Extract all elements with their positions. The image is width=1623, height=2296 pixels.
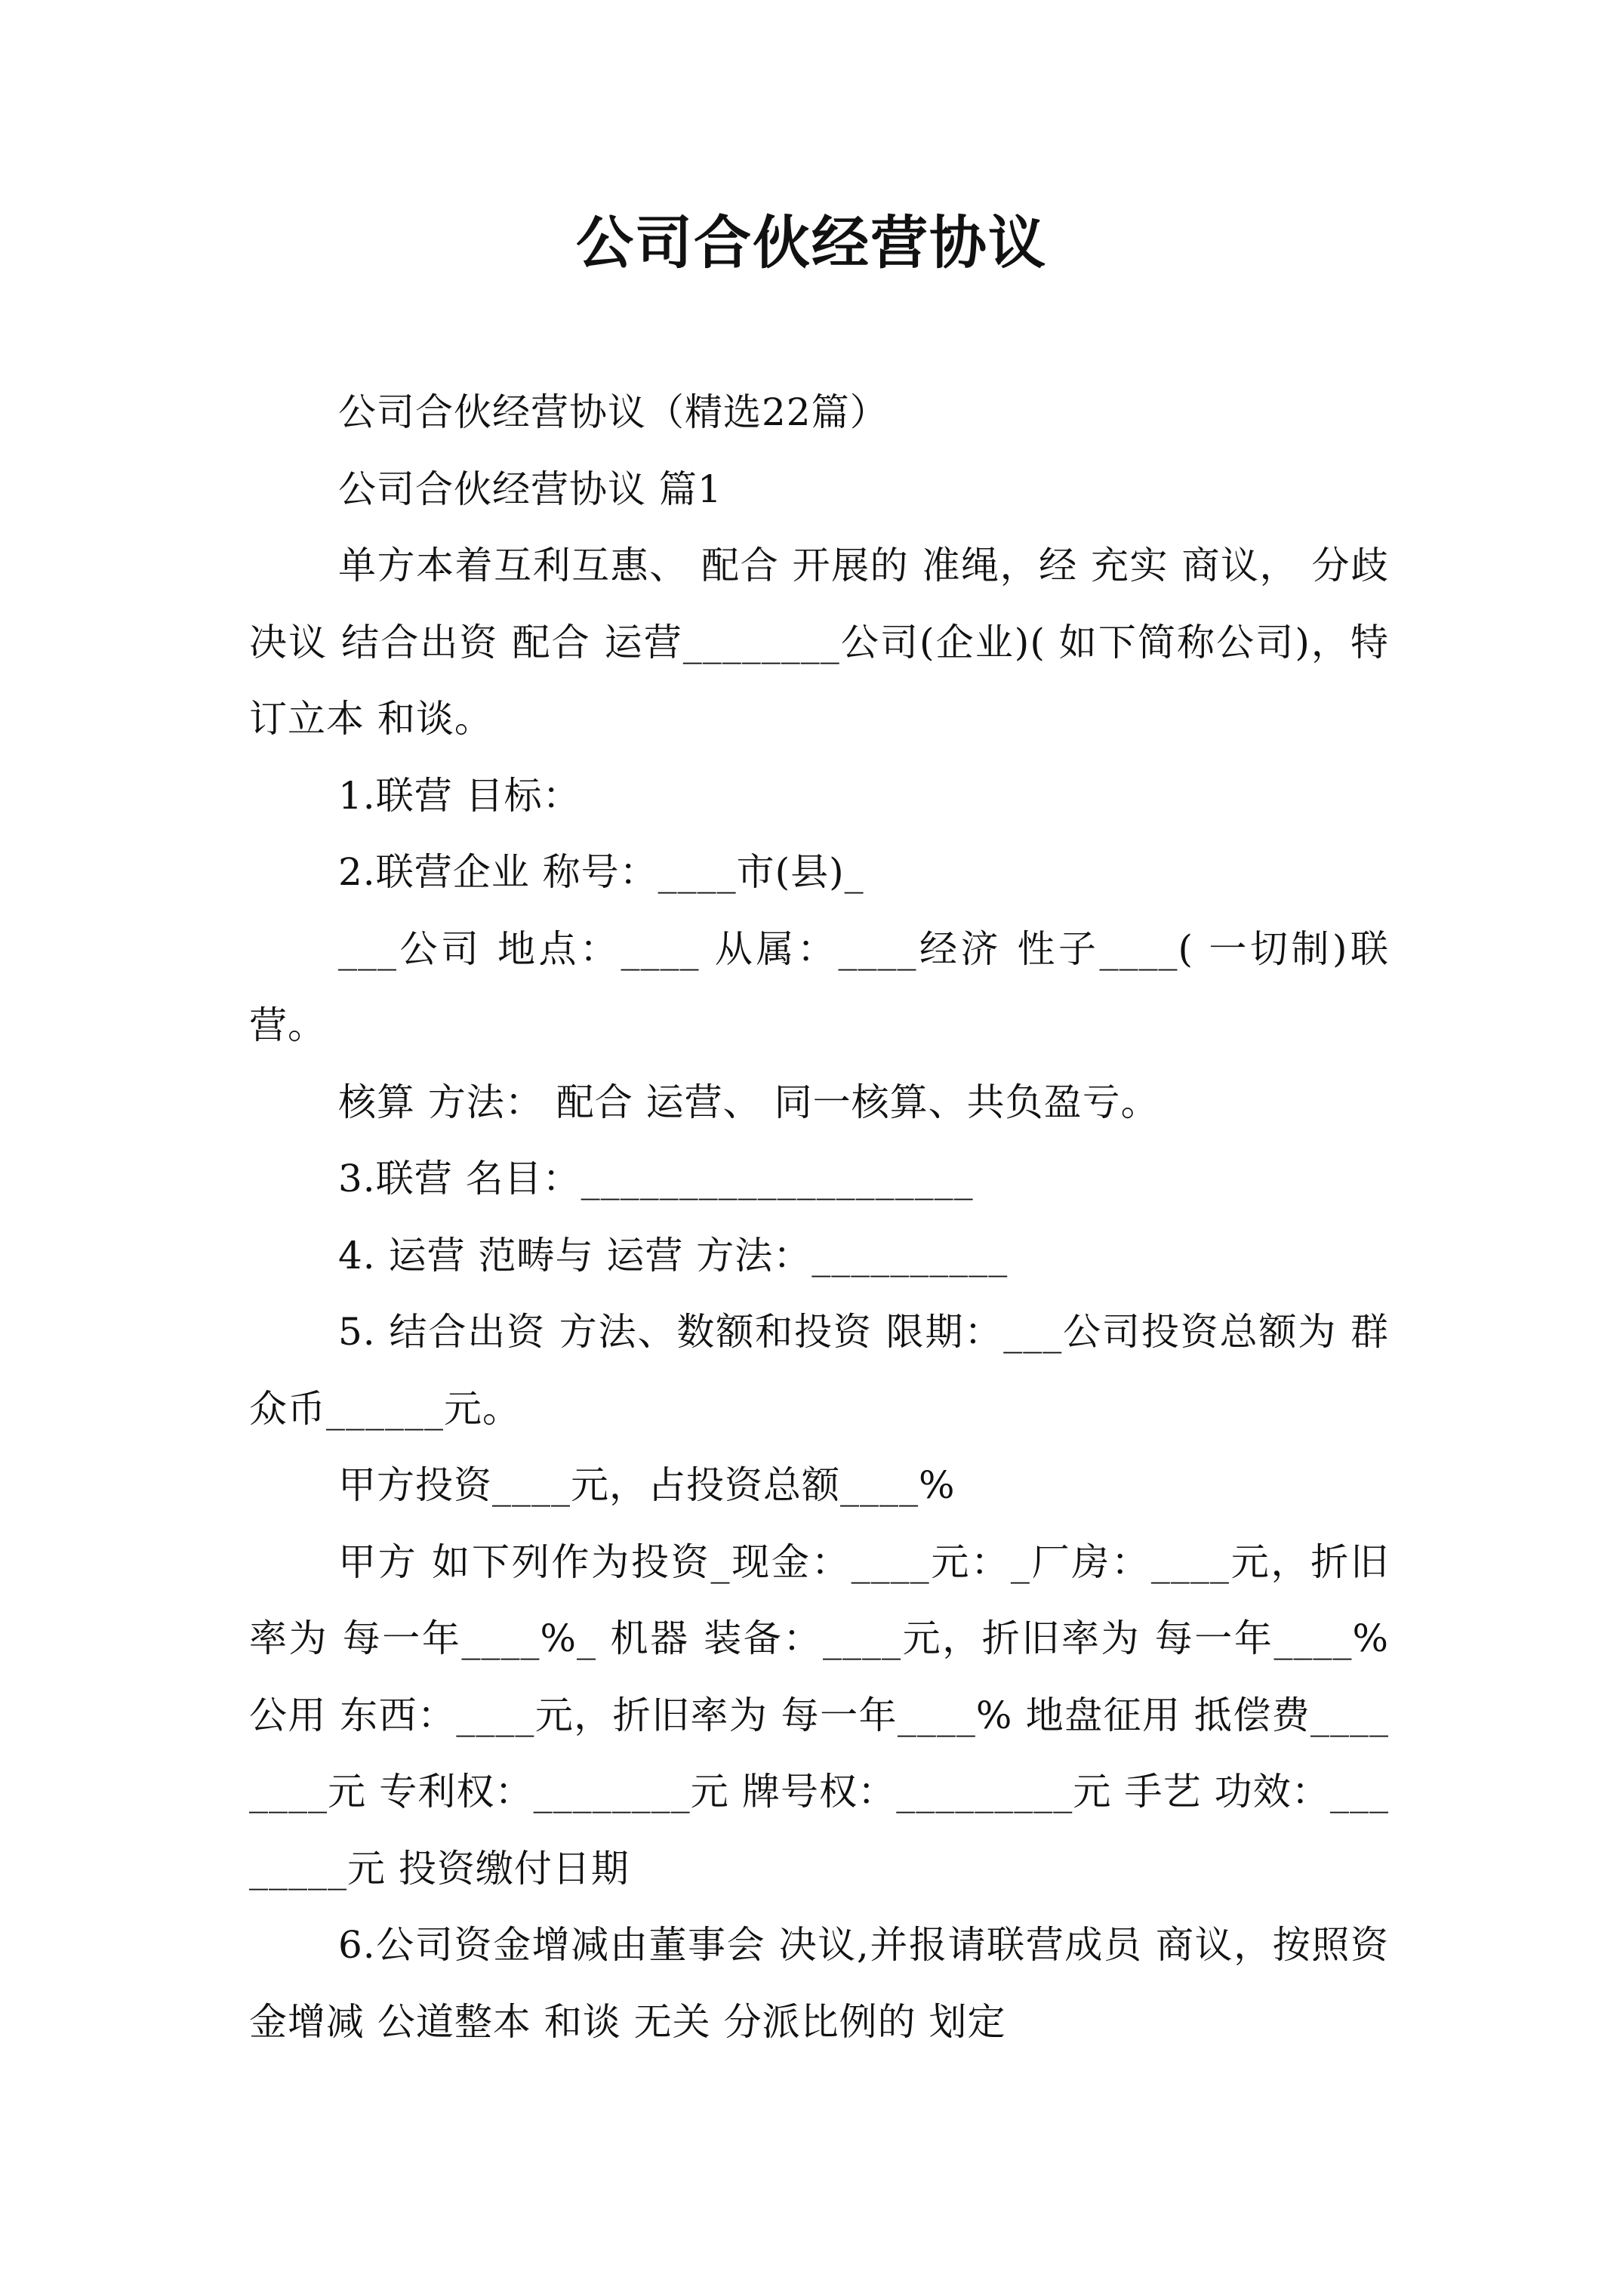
- paragraph-collection-heading: 公司合伙经营协议（精选22篇）: [338, 390, 888, 434]
- paragraph-party-a-assets: 甲方 如下列作为投资_现金：____元：_厂房：____元，折旧率为 每一年____%_ 机器 装备：____元，折旧率为 每一年____% 公用 东西：____元，折旧率为 每一年____% 地盘征用 抵偿费________元 专利权：________元 牌号权：_________元 手艺 功效：________元 投资缴付日期: [249, 1539, 1402, 1891]
- paragraph-clause-1: 1.联营 目标：: [338, 773, 581, 818]
- paragraph-accounting-method: 核算 方法： 配合 运营、 同一核算、共负盈亏。: [338, 1080, 1160, 1124]
- document-body: [249, 374, 1402, 2060]
- paragraph-party-a-investment: 甲方投资____元，占投资总额____%: [338, 1463, 956, 1507]
- paragraph-chapter-heading: 公司合伙经营协议 篇1: [338, 467, 722, 511]
- paragraph-clause-6: 6.公司资金增减由董事会 决议,并报请联营成员 商议，按照资金增减 公道整本 和谈 无关 分派比例的 划定: [249, 1923, 1389, 2044]
- paragraph-clause-4: 4. 运营 范畴与 运营 方法：__________: [338, 1233, 1009, 1277]
- document-title: 公司合伙经营协议: [576, 209, 1047, 276]
- paragraph-clause-5: 5. 结合出资 方法、数额和投资 限期：___公司投资总额为 群众币______元。: [249, 1310, 1389, 1431]
- paragraph-clause-2-continued: ___公司 地点：____ 从属：____经济 性子____( 一切制)联营。: [249, 926, 1389, 1047]
- paragraph-clause-2: 2.联营企业 称号：____市(县)_: [338, 850, 864, 894]
- paragraph-preamble: 单方本着互利互惠、 配合 开展的 准绳，经 充实 商议， 分歧 决议 结合出资 配合 运营________公司(企业)( 如下简称公司)，特订立本 和谈。: [249, 544, 1402, 741]
- paragraph-clause-3: 3.联营 名目：____________________: [338, 1157, 974, 1200]
